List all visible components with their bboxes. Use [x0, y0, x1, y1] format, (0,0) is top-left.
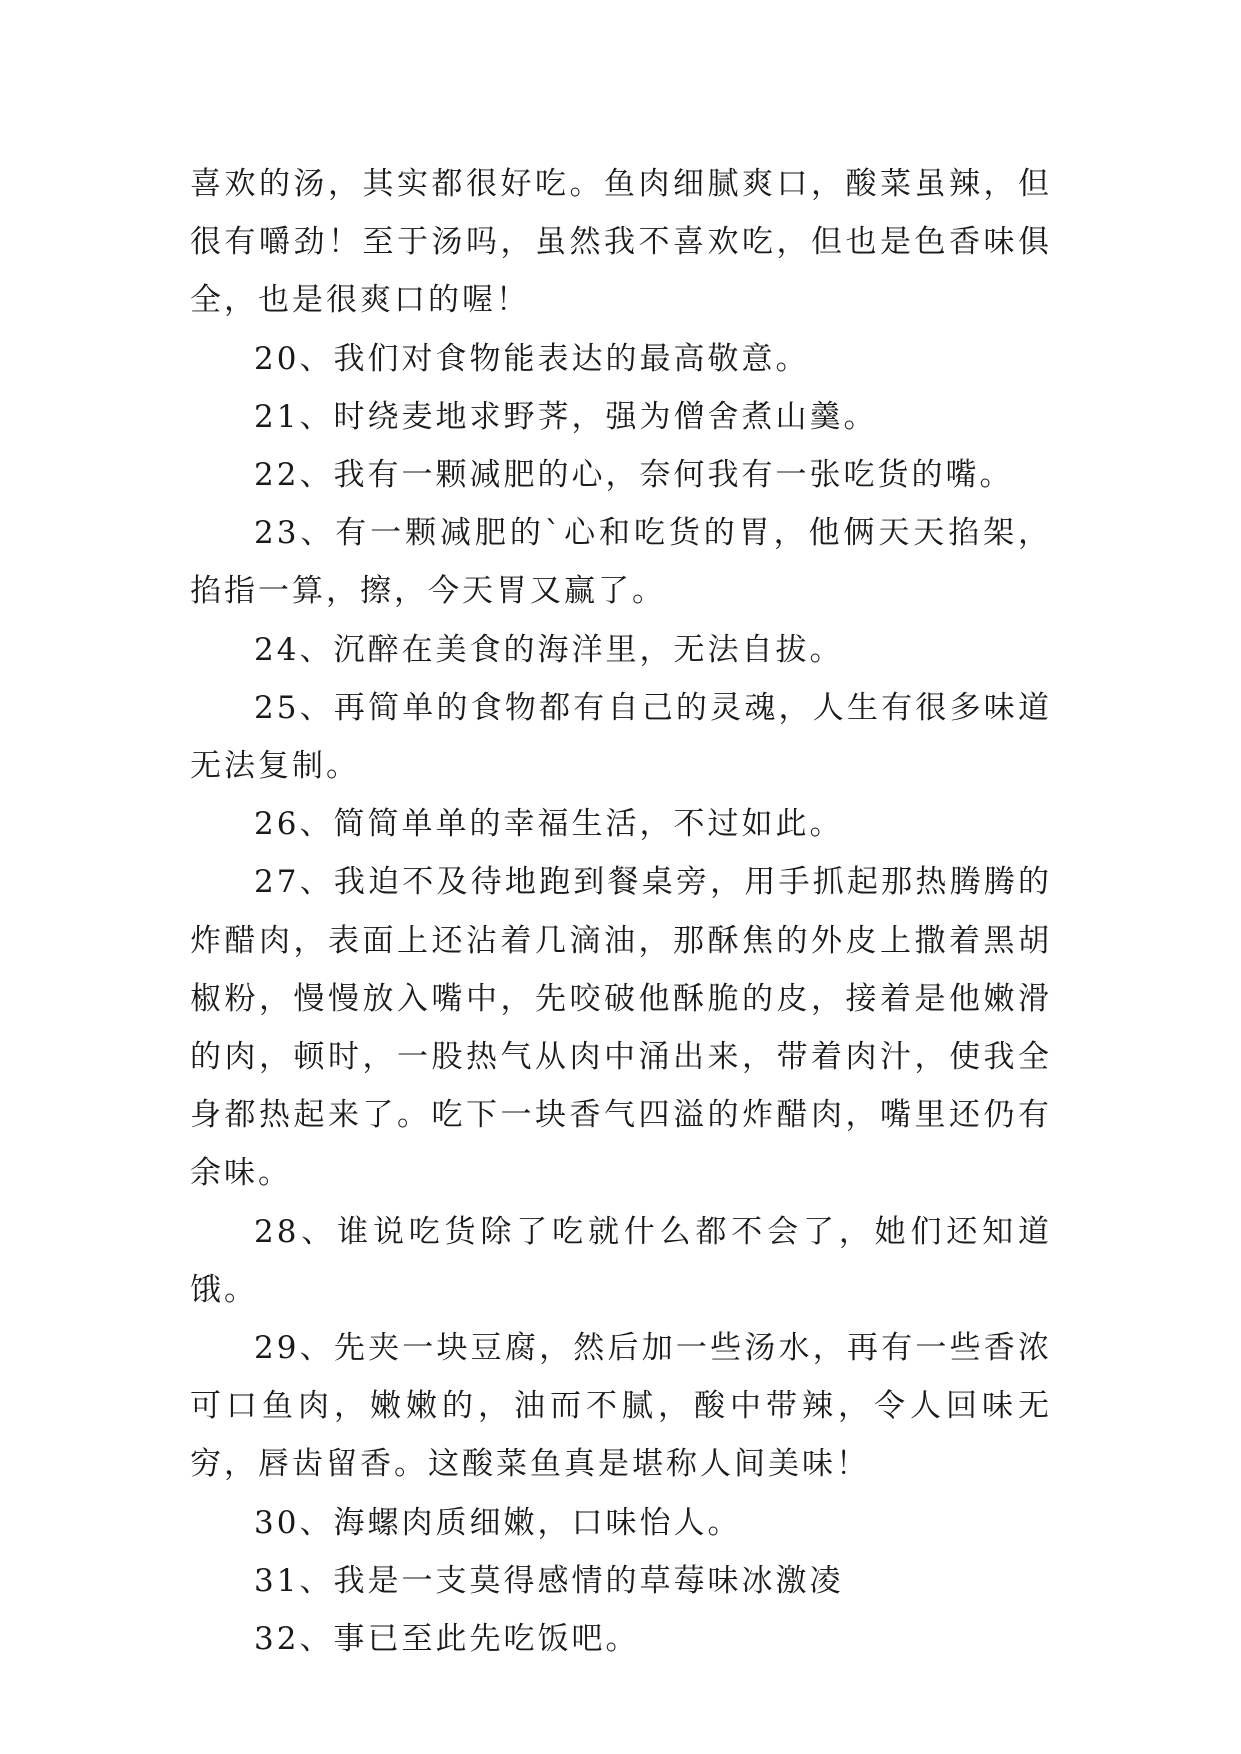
list-item-24: 24、沉醉在美食的海洋里，无法自拔。: [254, 631, 844, 668]
document-page: [190, 155, 1052, 1668]
list-item-32: 32、事已至此先吃饭吧。: [254, 1621, 640, 1658]
list-item-26: 26、简简单单的幸福生活，不过如此。: [254, 806, 844, 843]
list-item-28: 28、谁说吃货除了吃就什么都不会了，她们还知道饿。: [190, 1213, 1052, 1308]
list-item-30: 30、海螺肉质细嫩，口味怡人。: [254, 1504, 742, 1541]
list-item-23: 23、有一颗减肥的`心和吃货的胃，他俩天天掐架，掐指一算，擦，今天胃又赢了。: [190, 515, 1052, 610]
list-item-31: 31、我是一支莫得感情的草莓味冰激凌: [254, 1562, 844, 1599]
list-item-20: 20、我们对食物能表达的最高敬意。: [254, 340, 810, 377]
list-item-22: 22、我有一颗减肥的心，奈何我有一张吃货的嘴。: [254, 457, 1014, 494]
paragraph-continuation: 喜欢的汤，其实都很好吃。鱼肉细腻爽口，酸菜虽辣，但很有嚼劲！至于汤吗，虽然我不喜欢吃，但也是色香味俱全，也是很爽口的喔！: [190, 166, 1052, 319]
list-item-29: 29、先夹一块豆腐，然后加一些汤水，再有一些香浓可口鱼肉，嫩嫩的，油而不腻，酸中带辣，令人回味无穷，唇齿留香。这酸菜鱼真是堪称人间美味！: [190, 1330, 1052, 1483]
list-item-27: 27、我迫不及待地跑到餐桌旁，用手抓起那热腾腾的炸醋肉，表面上还沾着几滴油，那酥焦的外皮上撒着黑胡椒粉，慢慢放入嘴中，先咬破他酥脆的皮，接着是他嫩滑的肉，顿时，一股热气从肉中涌出来，带着肉汁，使我全身都热起来了。吃下一块香气四溢的炸醋肉，嘴里还仍有余味。: [190, 864, 1052, 1192]
list-item-21: 21、时绕麦地求野荠，强为僧舍煮山羹。: [254, 398, 878, 435]
list-item-25: 25、再简单的食物都有自己的灵魂，人生有很多味道无法复制。: [190, 689, 1052, 785]
